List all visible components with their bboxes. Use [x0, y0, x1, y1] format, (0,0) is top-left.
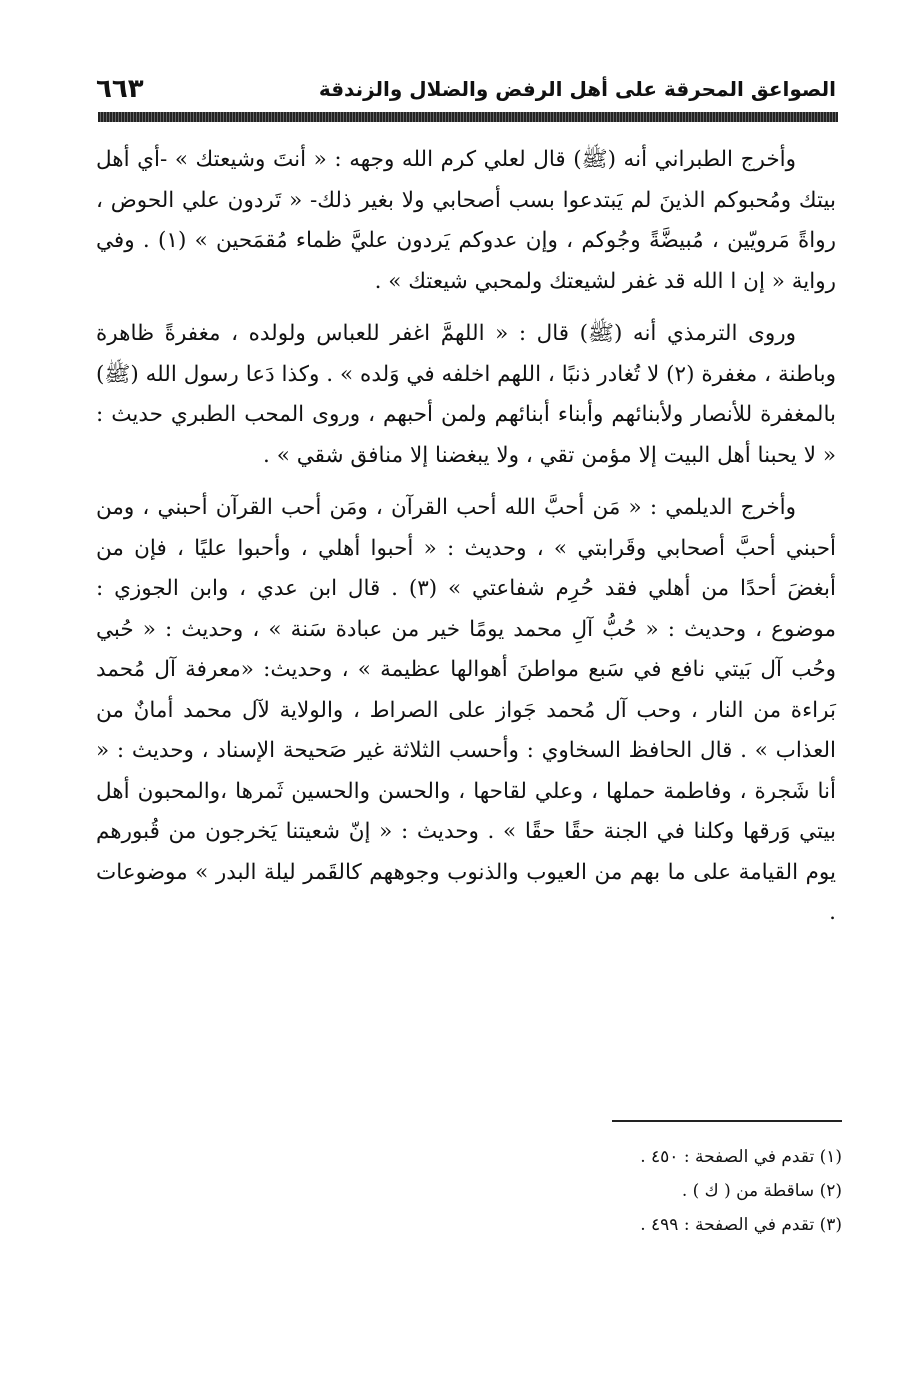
page-header — [96, 64, 836, 104]
main-text — [96, 140, 836, 946]
footnote-3: (٣) تقدم في الصفحة : ٤٩٩ . — [640, 1215, 842, 1235]
paragraph: وأخرج الديلمي : « مَن أحبَّ الله أحب القرآن ، ومَن أحب القرآن أحبني ، ومن أحبني أحبَّ أصحابي وقَرابتي » ، وحديث : « أحبوا أهلي ، وأحبوا عليًا ، فإن من أبغضَ أحدًا من أهلي فقد حُرِم شفاعتي » (٣) . قال ابن عدي ، وابن الجوزي : موضوع ، وحديث : « حُبُّ آلِ محمد يومًا خير من عبادة سَنة » ، وحديث : « حُبي وحُب آل بَيتي نافع في سَبع مواطنَ أهوالها عظيمة » ، وحديث: «معرفة آل مُحمد بَراءة من النار ، وحب آل مُحمد جَواز على الصراط ، والولاية لآل محمد أمانٌ من العذاب » . قال الحافظ السخاوي : وأحسب الثلاثة غير صَحيحة الإسناد ، وحديث : « أنا شَجرة ، وفاطمة حملها ، وعلي لقاحها ، والحسن والحسين ثَمرها ،والمحبون أهل بيتي وَرقها وكلنا في الجنة حقًا حقًا » . وحديث : « إنّ شعيتنا يَخرجون من قُبورهم يوم القيامة على ما بهم من العيوب والذنوب وجوههم كالقَمر ليلة البدر » موضوعات . — [96, 495, 836, 925]
footnotes — [380, 1140, 842, 1242]
footnote-separator — [612, 1120, 842, 1122]
paragraph: وروى الترمذي أنه (ﷺ) قال : « اللهمَّ اغفر للعباس ولولده ، مغفرةً ظاهرة وباطنة ، مغفرة (٢) لا تُغادر ذنبًا ، اللهم اخلفه في وَلده » . وكذا دَعا رسول الله (ﷺ) بالمغفرة للأنصار ولأبنائهم وأبناء أبنائهم ولمن أحبهم ، وروى المحب الطبري حديث : « لا يحبنا أهل البيت إلا مؤمن تقي ، ولا يبغضنا إلا منافق شقي » . — [96, 321, 837, 468]
header-rule — [98, 112, 838, 122]
footnote-2: (٢) ساقطة من ( ك ) . — [681, 1181, 842, 1201]
footnote-1: (١) تقدم في الصفحة : ٤٥٠ . — [640, 1147, 842, 1167]
running-title: الصواعق المحرقة على أهل الرفض والضلال والزندقة — [318, 77, 836, 101]
page-number: ٦٦٣ — [96, 74, 144, 104]
paragraph: وأخرج الطبراني أنه (ﷺ) قال لعلي كرم الله وجهه : « أنتَ وشيعتك » -أي أهل بيتك ومُحبوكم الذينَ لم يَبتدعوا بسب أصحابي ولا بغير ذلك- « تَردون علي الحوض ، رواةً مَرويّين ، مُبيضَّةً وجُوكم ، وإن عدوكم يَردون عليَّ ظماء مُقمَحين » (١) . وفي رواية « إن ا الله قد غفر لشيعتك ولمحبي شيعتك » . — [96, 147, 836, 294]
